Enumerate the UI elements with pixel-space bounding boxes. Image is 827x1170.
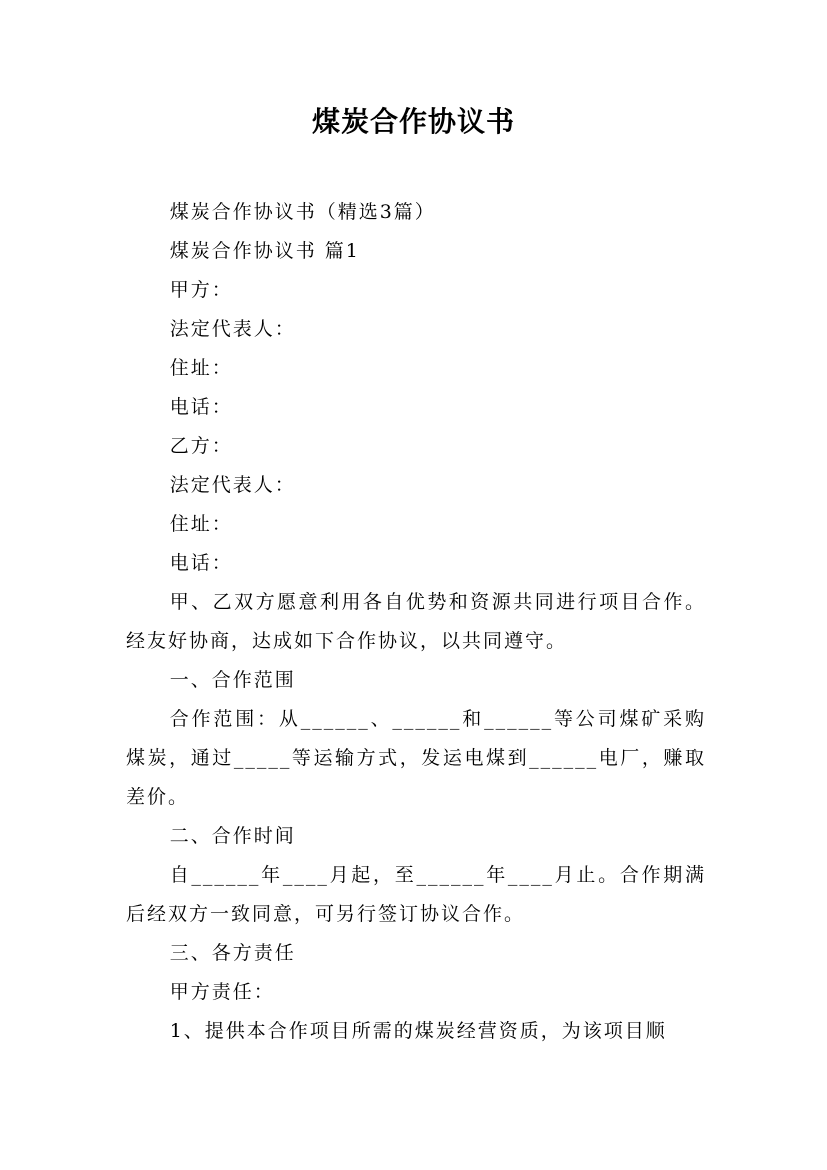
- paragraph-phone-a: 电话：: [169, 396, 233, 418]
- paragraph-section-heading: 煤炭合作协议书 篇1: [169, 240, 360, 262]
- paragraph-address-b: 住址：: [169, 513, 233, 535]
- paragraph-item-1: 1、提供本合作项目所需的煤炭经营资质，为该项目顺: [169, 1020, 667, 1042]
- paragraph-intro: 甲、乙双方愿意利用各自优势和资源共同进行项目合作。经友好协商，达成如下合作协议，以共同遵守。: [126, 591, 706, 652]
- paragraph-heading-scope: 一、合作范围: [169, 669, 296, 691]
- paragraph-phone-b: 电话：: [169, 552, 233, 574]
- paragraph-legal-rep-b: 法定代表人：: [169, 474, 296, 496]
- document-body: [126, 193, 706, 1051]
- paragraph-time: 自______年____月起，至______年____月止。合作期满后经双方一致同意，可另行签订协议合作。: [126, 864, 706, 925]
- paragraph-scope: 合作范围：从______、______和______等公司煤矿采购煤炭，通过_____等运输方式，发运电煤到______电厂，赚取差价。: [126, 708, 706, 808]
- paragraph-party-a-responsibility: 甲方责任：: [169, 981, 275, 1003]
- paragraph-heading-responsibility: 三、各方责任: [169, 942, 296, 964]
- paragraph-party-b: 乙方：: [169, 435, 233, 457]
- paragraph-party-a: 甲方：: [169, 279, 233, 301]
- paragraph-legal-rep-a: 法定代表人：: [169, 318, 296, 340]
- paragraph-subtitle: 煤炭合作协议书（精选3篇）: [169, 201, 436, 223]
- paragraph-address-a: 住址：: [169, 357, 233, 379]
- document-title: 煤炭合作协议书: [311, 105, 515, 138]
- paragraph-heading-time: 二、合作时间: [169, 825, 296, 847]
